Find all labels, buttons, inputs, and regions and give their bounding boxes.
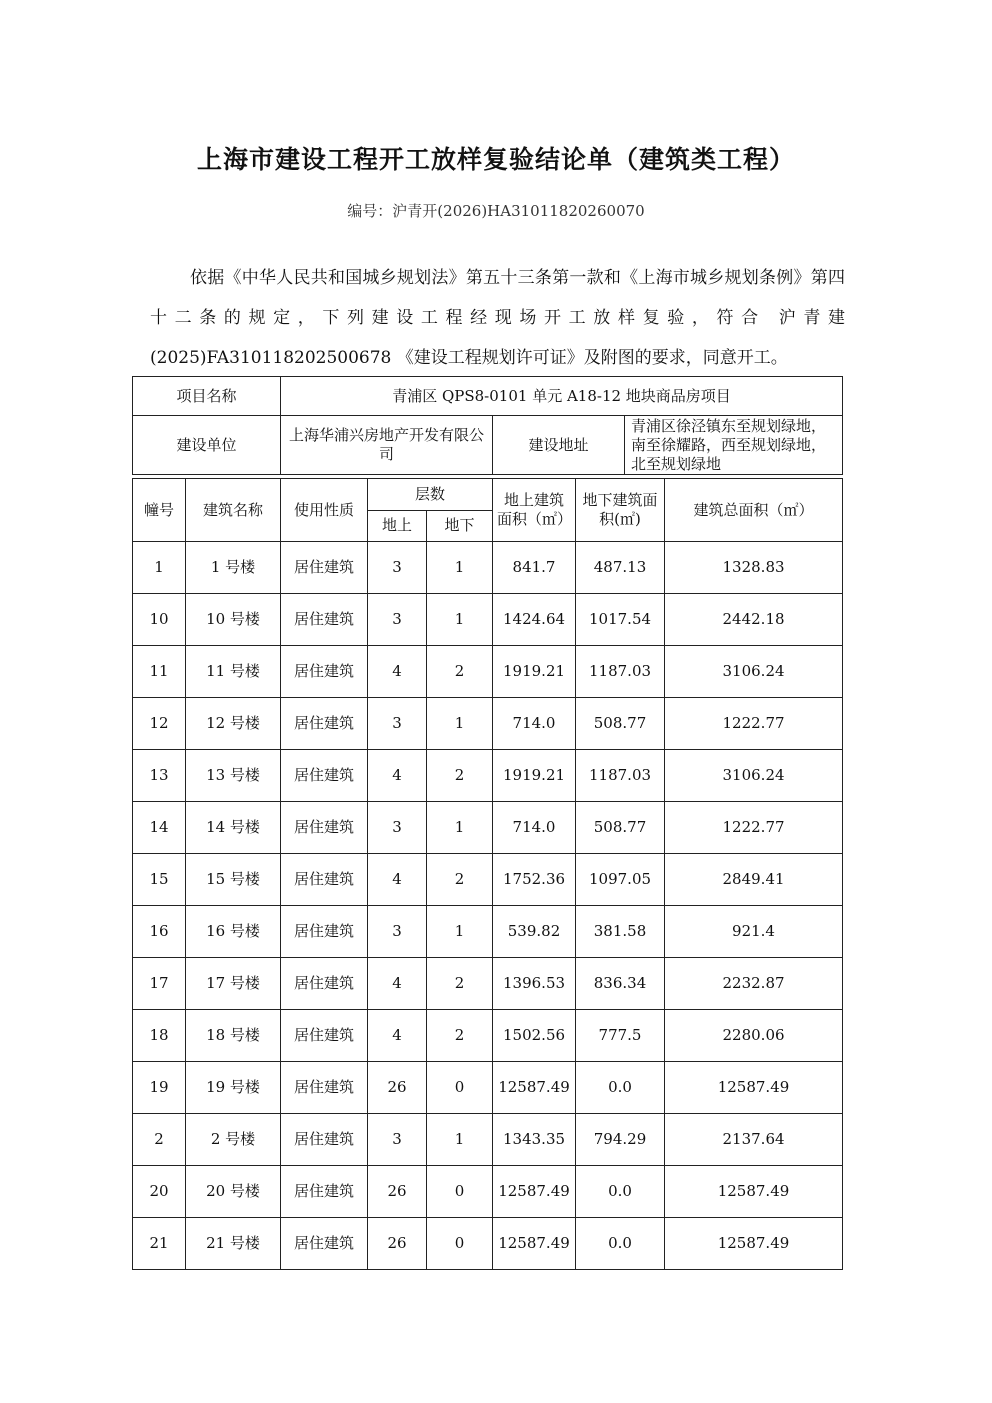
cell-below: 1 bbox=[427, 542, 493, 594]
cell-no: 21 bbox=[133, 1218, 186, 1270]
cell-below-area: 836.34 bbox=[576, 958, 665, 1010]
project-name-label: 项目名称 bbox=[133, 377, 281, 416]
cell-above: 3 bbox=[368, 594, 427, 646]
cell-below-area: 1017.54 bbox=[576, 594, 665, 646]
header-total-area: 建筑总面积（㎡） bbox=[665, 479, 843, 542]
cell-below: 2 bbox=[427, 958, 493, 1010]
cell-total-area: 12587.49 bbox=[665, 1062, 843, 1114]
table-row bbox=[133, 906, 843, 958]
cell-name: 15 号楼 bbox=[186, 854, 281, 906]
unit-value: 上海华浦兴房地产开发有限公司 bbox=[281, 416, 493, 475]
cell-above: 4 bbox=[368, 646, 427, 698]
cell-use: 居住建筑 bbox=[281, 646, 368, 698]
cell-use: 居住建筑 bbox=[281, 542, 368, 594]
table-row bbox=[133, 958, 843, 1010]
cell-above-area: 12587.49 bbox=[493, 1166, 576, 1218]
header-below: 地下 bbox=[427, 510, 493, 542]
cell-below-area: 0.0 bbox=[576, 1218, 665, 1270]
table-row bbox=[133, 1218, 843, 1270]
cell-name: 21 号楼 bbox=[186, 1218, 281, 1270]
table-row bbox=[133, 1062, 843, 1114]
cell-use: 居住建筑 bbox=[281, 594, 368, 646]
cell-total-area: 2849.41 bbox=[665, 854, 843, 906]
cell-name: 16 号楼 bbox=[186, 906, 281, 958]
cell-no: 11 bbox=[133, 646, 186, 698]
header-floors: 层数 bbox=[368, 479, 493, 511]
cell-total-area: 2280.06 bbox=[665, 1010, 843, 1062]
cell-above: 26 bbox=[368, 1166, 427, 1218]
table-row bbox=[133, 1166, 843, 1218]
cell-total-area: 3106.24 bbox=[665, 750, 843, 802]
header-name: 建筑名称 bbox=[186, 479, 281, 542]
cell-below: 0 bbox=[427, 1166, 493, 1218]
cell-no: 2 bbox=[133, 1114, 186, 1166]
cell-below-area: 381.58 bbox=[576, 906, 665, 958]
building-table-body bbox=[133, 542, 843, 1270]
cell-below: 1 bbox=[427, 594, 493, 646]
cell-above: 4 bbox=[368, 854, 427, 906]
cell-above-area: 1919.21 bbox=[493, 750, 576, 802]
header-use: 使用性质 bbox=[281, 479, 368, 542]
project-name-value: 青浦区 QPS8-0101 单元 A18-12 地块商品房项目 bbox=[281, 377, 843, 416]
cell-use: 居住建筑 bbox=[281, 1218, 368, 1270]
header-above: 地上 bbox=[368, 510, 427, 542]
table-row bbox=[133, 594, 843, 646]
document-number: 编号：沪青开(2026)HA31011820260070 bbox=[347, 202, 645, 220]
cell-total-area: 1222.77 bbox=[665, 698, 843, 750]
cell-below: 1 bbox=[427, 906, 493, 958]
cell-use: 居住建筑 bbox=[281, 1166, 368, 1218]
cell-name: 10 号楼 bbox=[186, 594, 281, 646]
address-value: 青浦区徐泾镇东至规划绿地，南至徐耀路，西至规划绿地，北至规划绿地 bbox=[625, 416, 843, 475]
cell-above-area: 1396.53 bbox=[493, 958, 576, 1010]
cell-above: 3 bbox=[368, 542, 427, 594]
cell-below-area: 508.77 bbox=[576, 698, 665, 750]
cell-below-area: 794.29 bbox=[576, 1114, 665, 1166]
cell-above: 4 bbox=[368, 1010, 427, 1062]
unit-label: 建设单位 bbox=[133, 416, 281, 475]
cell-above-area: 1502.56 bbox=[493, 1010, 576, 1062]
project-info-table bbox=[132, 376, 843, 475]
cell-above-area: 714.0 bbox=[493, 698, 576, 750]
cell-total-area: 1222.77 bbox=[665, 802, 843, 854]
cell-below-area: 0.0 bbox=[576, 1166, 665, 1218]
cell-below-area: 1187.03 bbox=[576, 646, 665, 698]
cell-use: 居住建筑 bbox=[281, 854, 368, 906]
cell-above-area: 841.7 bbox=[493, 542, 576, 594]
cell-no: 13 bbox=[133, 750, 186, 802]
cell-below-area: 508.77 bbox=[576, 802, 665, 854]
table-row bbox=[133, 646, 843, 698]
cell-above: 3 bbox=[368, 802, 427, 854]
cell-use: 居住建筑 bbox=[281, 1010, 368, 1062]
table-row bbox=[133, 1010, 843, 1062]
cell-above: 3 bbox=[368, 906, 427, 958]
cell-total-area: 12587.49 bbox=[665, 1166, 843, 1218]
cell-below-area: 487.13 bbox=[576, 542, 665, 594]
cell-name: 14 号楼 bbox=[186, 802, 281, 854]
cell-no: 16 bbox=[133, 906, 186, 958]
building-table bbox=[132, 478, 843, 1270]
cell-total-area: 1328.83 bbox=[665, 542, 843, 594]
cell-no: 10 bbox=[133, 594, 186, 646]
cell-below: 2 bbox=[427, 750, 493, 802]
cell-below-area: 777.5 bbox=[576, 1010, 665, 1062]
cell-name: 11 号楼 bbox=[186, 646, 281, 698]
cell-below: 1 bbox=[427, 802, 493, 854]
cell-no: 14 bbox=[133, 802, 186, 854]
cell-name: 13 号楼 bbox=[186, 750, 281, 802]
table-row bbox=[133, 1114, 843, 1166]
cell-name: 18 号楼 bbox=[186, 1010, 281, 1062]
cell-no: 17 bbox=[133, 958, 186, 1010]
cell-use: 居住建筑 bbox=[281, 958, 368, 1010]
cell-no: 12 bbox=[133, 698, 186, 750]
cell-below-area: 0.0 bbox=[576, 1062, 665, 1114]
cell-name: 19 号楼 bbox=[186, 1062, 281, 1114]
table-row bbox=[133, 698, 843, 750]
cell-above-area: 12587.49 bbox=[493, 1218, 576, 1270]
header-no: 幢号 bbox=[133, 479, 186, 542]
cell-total-area: 12587.49 bbox=[665, 1218, 843, 1270]
cell-no: 15 bbox=[133, 854, 186, 906]
cell-name: 20 号楼 bbox=[186, 1166, 281, 1218]
cell-above: 26 bbox=[368, 1062, 427, 1114]
cell-below-area: 1187.03 bbox=[576, 750, 665, 802]
header-above-area: 地上建筑面积（㎡） bbox=[493, 479, 576, 542]
cell-above-area: 1343.35 bbox=[493, 1114, 576, 1166]
cell-above: 4 bbox=[368, 958, 427, 1010]
cell-below: 0 bbox=[427, 1062, 493, 1114]
cell-total-area: 921.4 bbox=[665, 906, 843, 958]
cell-below: 2 bbox=[427, 1010, 493, 1062]
cell-use: 居住建筑 bbox=[281, 802, 368, 854]
cell-below: 2 bbox=[427, 854, 493, 906]
cell-name: 2 号楼 bbox=[186, 1114, 281, 1166]
cell-above-area: 1424.64 bbox=[493, 594, 576, 646]
cell-use: 居住建筑 bbox=[281, 698, 368, 750]
cell-no: 20 bbox=[133, 1166, 186, 1218]
cell-below: 0 bbox=[427, 1218, 493, 1270]
cell-above-area: 539.82 bbox=[493, 906, 576, 958]
cell-below: 1 bbox=[427, 698, 493, 750]
cell-above: 26 bbox=[368, 1218, 427, 1270]
cell-above: 3 bbox=[368, 698, 427, 750]
cell-above-area: 714.0 bbox=[493, 802, 576, 854]
cell-total-area: 3106.24 bbox=[665, 646, 843, 698]
cell-above-area: 1752.36 bbox=[493, 854, 576, 906]
intro-paragraph: 依据《中华人民共和国城乡规划法》第五十三条第一款和《上海市城乡规划条例》第四十二条的规定，下列建设工程经现场开工放样复验，符合 沪青建(2025)FA310118202500678 《建设工程规划许可证》及附图的要求，同意开工。 bbox=[150, 268, 845, 368]
cell-below: 2 bbox=[427, 646, 493, 698]
cell-name: 12 号楼 bbox=[186, 698, 281, 750]
cell-use: 居住建筑 bbox=[281, 1062, 368, 1114]
header-below-area: 地下建筑面积(㎡) bbox=[576, 479, 665, 542]
cell-total-area: 2442.18 bbox=[665, 594, 843, 646]
cell-no: 18 bbox=[133, 1010, 186, 1062]
cell-name: 17 号楼 bbox=[186, 958, 281, 1010]
table-row bbox=[133, 802, 843, 854]
address-label: 建设地址 bbox=[493, 416, 625, 475]
cell-total-area: 2137.64 bbox=[665, 1114, 843, 1166]
cell-above-area: 12587.49 bbox=[493, 1062, 576, 1114]
cell-use: 居住建筑 bbox=[281, 906, 368, 958]
cell-no: 19 bbox=[133, 1062, 186, 1114]
cell-total-area: 2232.87 bbox=[665, 958, 843, 1010]
cell-below-area: 1097.05 bbox=[576, 854, 665, 906]
cell-above: 3 bbox=[368, 1114, 427, 1166]
table-row bbox=[133, 542, 843, 594]
cell-name: 1 号楼 bbox=[186, 542, 281, 594]
table-row bbox=[133, 750, 843, 802]
cell-use: 居住建筑 bbox=[281, 1114, 368, 1166]
document-title: 上海市建设工程开工放样复验结论单（建筑类工程） bbox=[196, 145, 795, 174]
cell-above-area: 1919.21 bbox=[493, 646, 576, 698]
cell-no: 1 bbox=[133, 542, 186, 594]
table-row bbox=[133, 854, 843, 906]
cell-use: 居住建筑 bbox=[281, 750, 368, 802]
cell-above: 4 bbox=[368, 750, 427, 802]
cell-below: 1 bbox=[427, 1114, 493, 1166]
